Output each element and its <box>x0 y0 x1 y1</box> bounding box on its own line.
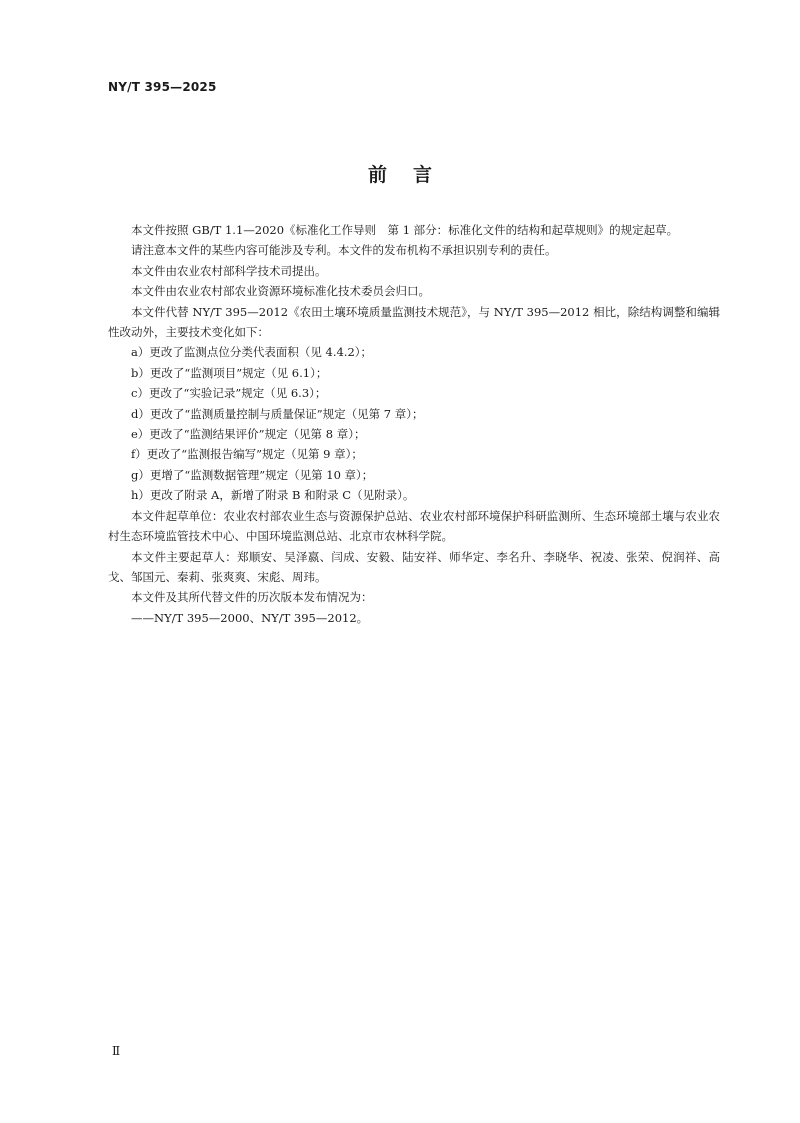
change-item: h）更改了附录 A，新增了附录 B 和附录 C（见附录）。 <box>131 488 415 503</box>
paragraph-drafters: 本文件主要起草人：郑顺安、吴泽嬴、闫成、安毅、陆安祥、师华定、李名升、李晓华、祝凌、张荣、倪润祥、高戈、邹国元、秦莉、张爽爽、宋彪、周玮。 <box>108 549 720 584</box>
change-item: f）更改了“监测报告编写”规定（见第 9 章）； <box>131 447 363 462</box>
changes-list <box>108 342 720 505</box>
foreword-body <box>108 220 720 628</box>
change-item: a）更改了监测点位分类代表面积（见 4.4.2）； <box>131 345 373 360</box>
change-item: g）更增了“监测数据管理”规定（见第 10 章）； <box>131 467 374 482</box>
paragraph-drafting-rules: 本文件按照 GB/T 1.1—2020《标准化工作导则 第 1 部分：标准化文件的结构和起草规则》的规定起草。 <box>131 223 679 237</box>
paragraph-proposer: 本文件由农业农村部科学技术司提出。 <box>131 263 327 278</box>
paragraph-drafting-units: 本文件起草单位：农业农村部农业生态与资源保护总站、农业农村部环境保护科研监测所、生态环境部土壤与农业农村生态环境监管技术中心、中国环境监测总站、北京市农林科学院。 <box>108 508 720 544</box>
paragraph-history-intro: 本文件及其所代替文件的历次版本发布情况为： <box>131 590 373 605</box>
paragraph-patent-notice: 请注意本文件的某些内容可能涉及专利。本文件的发布机构不承担识别专利的责任。 <box>131 243 557 258</box>
change-item: d）更改了“监测质量控制与质量保证”规定（见第 7 章）； <box>131 406 424 421</box>
document-code: NY/T 395—2025 <box>108 80 217 94</box>
paragraph-replaces: 本文件代替 NY/T 395—2012《农田土壤环境质量监测技术规范》，与 NY/T 395—2012 相比，除结构调整和编辑性改动外，主要技术变化如下： <box>108 304 720 340</box>
history-versions: ——NY/T 395—2000、NY/T 395—2012。 <box>131 610 369 625</box>
page-number: Ⅱ <box>112 1044 121 1058</box>
page-title: 前言 <box>367 164 458 186</box>
change-item: b）更改了“监测项目”规定（见 6.1）； <box>131 365 328 380</box>
paragraph-centralized-by: 本文件由农业农村部农业资源环境标准化技术委员会归口。 <box>131 284 430 299</box>
change-item: e）更改了“监测结果评价”规定（见第 8 章）； <box>131 427 366 442</box>
change-item: c）更改了“实验记录”规定（见 6.3）； <box>131 386 327 401</box>
